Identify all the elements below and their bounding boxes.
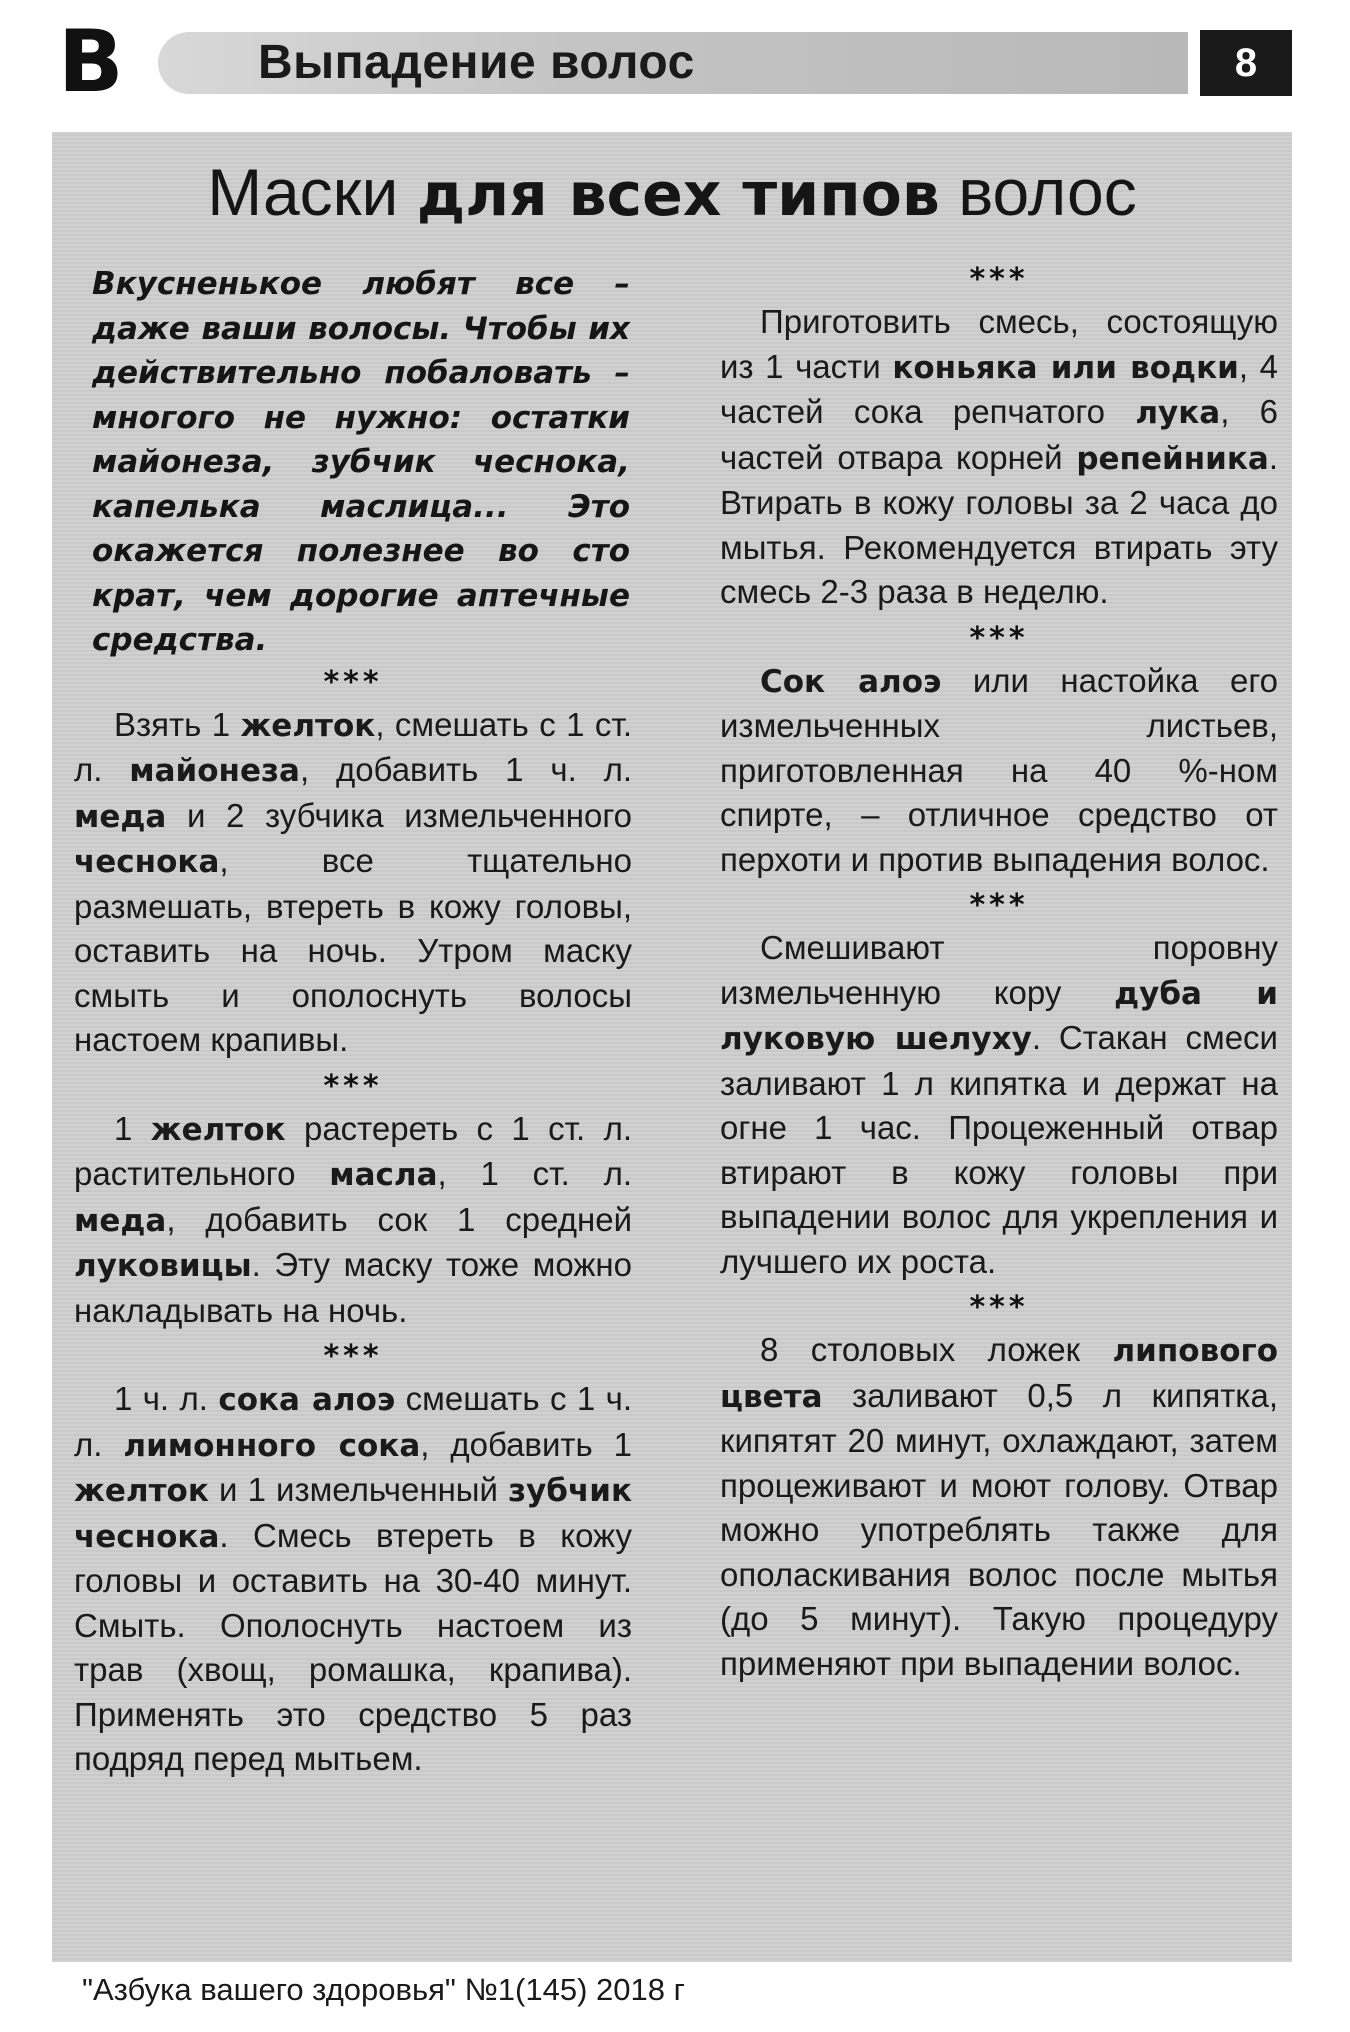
article-panel — [52, 132, 1292, 1962]
recipe-text: заливают 0,5 л кипятка, кипятят 20 минут, охлаждают, затем процеживают и моют голову. Отвар можно употреблять также для ополаскивания волос после мытья (до 5 минут). Такую процедуру применяют при выпадении волос. — [720, 1376, 1278, 1682]
recipe-paragraph — [720, 1328, 1278, 1686]
article-headline — [52, 150, 1292, 237]
recipe-text: , добавить 1 ч. л. — [299, 751, 633, 788]
ingredient-highlight: лимонного сока — [123, 1427, 421, 1464]
headline-part-3: волос — [939, 155, 1137, 229]
recipe-text: , 1 ст. л. — [437, 1155, 632, 1192]
recipe-text: Взять 1 — [114, 705, 241, 743]
recipe-paragraph — [720, 300, 1278, 615]
recipe-text: . Втирать в кожу головы за 2 часа до мытья. Рекомендуется втирать эту смесь 2-3 раза в неделю. — [720, 438, 1278, 610]
separator: *** — [969, 1290, 1029, 1325]
recipe-paragraph — [74, 703, 632, 1063]
recipe-paragraph — [74, 1107, 632, 1334]
recipe-paragraph — [74, 1377, 632, 1782]
recipe-text: или настойка его измельченных листьев, приготовленная на 40 %-ном спирте, – отличное средство от перхоти и против выпадения волос. — [720, 661, 1278, 878]
recipe-text: . Смесь втереть в кожу головы и оставить на 30-40 минут. Смыть. Ополоснуть настоем из трав (хвощ, ромашка, крапива). Применять это средство 5 раз подряд перед мытьем. — [74, 1516, 632, 1777]
ingredient-highlight: репейника — [1076, 440, 1269, 477]
section-letter: В — [58, 12, 122, 112]
recipe-text: растереть с 1 ст. л. растительного — [74, 1109, 632, 1192]
section-header — [58, 12, 1292, 112]
separator: *** — [969, 620, 1029, 656]
recipe-paragraph — [720, 659, 1278, 883]
separator: *** — [969, 262, 1029, 297]
source-caption: "Азбука вашего здоровья" №1(145) 2018 г — [82, 1972, 685, 2007]
ingredient-highlight: меда — [74, 798, 167, 835]
ingredient-highlight: желток — [240, 707, 376, 744]
recipe-text: 1 ч. л. — [114, 1380, 219, 1417]
recipe-text: , добавить сок 1 средней — [166, 1200, 632, 1238]
separator: *** — [323, 1339, 383, 1374]
ingredient-highlight: майонеза — [129, 753, 300, 789]
separator: *** — [323, 664, 383, 700]
ingredient-highlight: желток — [150, 1111, 286, 1148]
recipe-text: Смешивают поровну измельченную кору — [720, 929, 1278, 1011]
ingredient-highlight: коньяка или водки — [892, 349, 1239, 386]
section-title: Выпадение волос — [258, 36, 695, 89]
ingredient-highlight: масла — [329, 1157, 438, 1193]
recipe-text: и 2 зубчика измельченного — [166, 796, 632, 834]
column-left — [74, 262, 632, 1782]
recipe-text: . Стакан смеси заливают 1 л кипятка и держат на огне 1 час. Процеженный отвар втирают в кожу головы при выпадении волос для укрепления и лучшего их роста. — [720, 1019, 1278, 1280]
recipe-text: 1 — [114, 1109, 151, 1147]
ingredient-highlight: липового цвета — [720, 1333, 1278, 1415]
recipe-text: , добавить 1 — [420, 1425, 632, 1463]
separator: *** — [969, 888, 1029, 923]
recipe-text: и 1 измельченный — [208, 1471, 509, 1508]
ingredient-highlight: меда — [74, 1202, 167, 1239]
recipe-text: , 4 частей сока репчатого — [720, 347, 1278, 430]
ingredient-highlight: дуба и луковую шелуху — [720, 975, 1278, 1057]
recipe-paragraph — [720, 926, 1278, 1284]
recipe-text: . Эту маску тоже можно накладывать на ночь. — [74, 1246, 632, 1329]
headline-part-2: для всех типов — [416, 160, 940, 230]
recipe-text: , все тщательно размешать, втереть в кожу головы, оставить на ночь. Утром маску смыть и ополоснуть волосы настоем крапивы. — [74, 842, 632, 1058]
recipe-text: , смешать с 1 ст. л. — [74, 705, 632, 788]
ingredient-highlight: лука — [1135, 395, 1221, 431]
ingredient-highlight: Сок алоэ — [760, 663, 942, 700]
recipe-text: смешать с 1 ч. л. — [74, 1380, 632, 1463]
ingredient-highlight: сока алоэ — [218, 1382, 396, 1418]
recipe-text: 8 столовых ложек — [760, 1331, 1113, 1368]
recipe-text: , 6 частей отвара корней — [720, 393, 1278, 476]
column-right — [720, 260, 1278, 1686]
page-number: 8 — [1200, 30, 1292, 96]
recipe-text: Приготовить смесь, состоящую из 1 части — [720, 303, 1278, 385]
separator: *** — [323, 1068, 383, 1104]
ingredient-highlight: зубчик чеснока — [74, 1473, 632, 1555]
ingredient-highlight: луковицы — [74, 1248, 252, 1284]
article-lead: Вкусненькое любят все – даже ваши волосы. Чтобы их действительно побаловать – многого не нужно: остатки майонеза, зубчик чеснока, капелька маслица... Это окажется полезнее во сто крат, чем дорогие аптечные средства. — [92, 266, 630, 658]
ingredient-highlight: чеснока — [74, 844, 220, 880]
headline-part-1: Маски — [207, 155, 417, 229]
ingredient-highlight: желток — [74, 1473, 209, 1509]
